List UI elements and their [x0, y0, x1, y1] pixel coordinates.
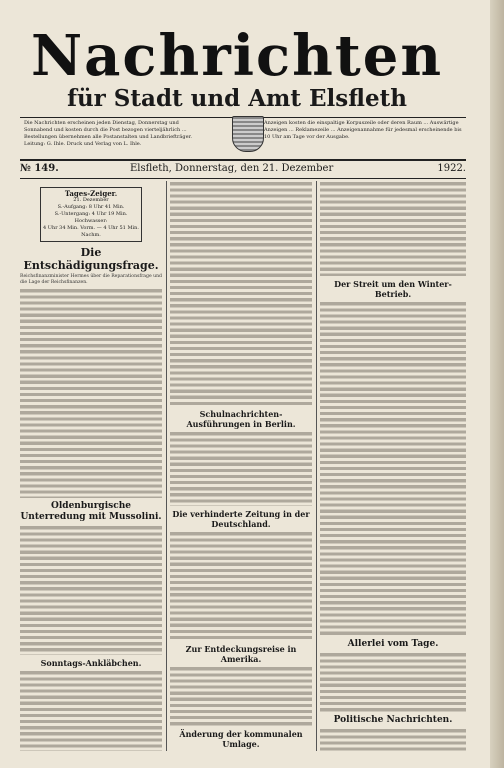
- almanac-line: S.-Aufgang: 8 Uhr 41 Min.: [57, 204, 125, 210]
- subscription-info: Die Nachrichten erscheinen jeden Dienstag, Donnerstag und Sonnabend und kosten durch die Post bezogen vierteljährlich ... Bestellungen übernehmen alle Postanstalten und Landbriefträger. Leitung: G. Ihle. Druck und Verlag von L. Ihle.: [24, 120, 192, 147]
- newspaper-title: Nachrichten: [30, 23, 444, 89]
- binding-edge: [490, 0, 504, 768]
- article-body: [320, 652, 466, 712]
- almanac-line: Hochwasser:: [74, 218, 108, 224]
- article-heading: Sonntags-Ankläbchen.: [40, 658, 142, 669]
- article-heading: Änderung der kommunalen Umlage.: [179, 729, 303, 749]
- article-body: [170, 431, 312, 506]
- article-heading: Der Streit um den Winter-Betrieb.: [334, 279, 452, 299]
- almanac-line: 21. Dezember: [73, 197, 109, 203]
- article-heading: Zur Entdeckungsreise in Amerika.: [185, 644, 297, 664]
- article-columns: [20, 181, 466, 751]
- article-heading: Allerlei vom Tage.: [347, 639, 439, 649]
- article-heading: Oldenburgische Unterredung mit Mussolini.: [20, 501, 162, 523]
- article-body: [320, 301, 466, 636]
- article-body: [20, 670, 162, 751]
- coat-of-arms-icon: [232, 116, 264, 152]
- issue-year: 1922.: [437, 163, 466, 174]
- article-body: [170, 181, 312, 406]
- article-body: [170, 531, 312, 641]
- daily-almanac-box: [40, 187, 142, 242]
- article-lead: Reichsfinanzminister Hermes über die Reparationsfrage und die Lage der Reichsfinanzen.: [20, 274, 162, 286]
- newspaper-subtitle: für Stadt und Amt Elsfleth: [67, 85, 407, 112]
- almanac-title: Tages-Zeiger.: [64, 189, 118, 198]
- almanac-line: S.-Untergang: 4 Uhr 19 Min.: [54, 211, 128, 217]
- article-heading: Die Entschädigungsfrage.: [23, 246, 159, 272]
- dateline-rule-bottom: [20, 178, 466, 179]
- article-heading: Politische Nachrichten.: [333, 715, 453, 725]
- dateline: [20, 163, 466, 177]
- issue-date: Elsfleth, Donnerstag, den 21. Dezember: [130, 163, 334, 174]
- column-left: [20, 181, 162, 751]
- column-right: [320, 181, 466, 751]
- article-body: [320, 181, 466, 276]
- advertising-info: Anzeigen kosten die einspaltige Korpuszeile oder deren Raum ... Auswärtige Anzeigen ... Reklamezeile ... Anzeigenannahme für jedesmal erscheinende bis 10 Uhr am Tage vor der Ausgabe.: [264, 120, 462, 140]
- issue-number: № 149.: [20, 163, 59, 174]
- masthead: [14, 23, 460, 112]
- column-middle: [170, 181, 312, 751]
- article-heading: Schulnachrichten-Ausführungen in Berlin.: [186, 409, 296, 429]
- article-body: [20, 288, 162, 498]
- article-body: [170, 666, 312, 726]
- article-heading: Die verhinderte Zeitung in der Deutschland.: [172, 509, 310, 529]
- article-body: [20, 525, 162, 655]
- almanac-line: 4 Uhr 34 Min. Vorm. — 4 Uhr 51 Min. Nachm.: [43, 225, 139, 238]
- dateline-rule-top: [20, 159, 466, 161]
- article-body: [320, 728, 466, 751]
